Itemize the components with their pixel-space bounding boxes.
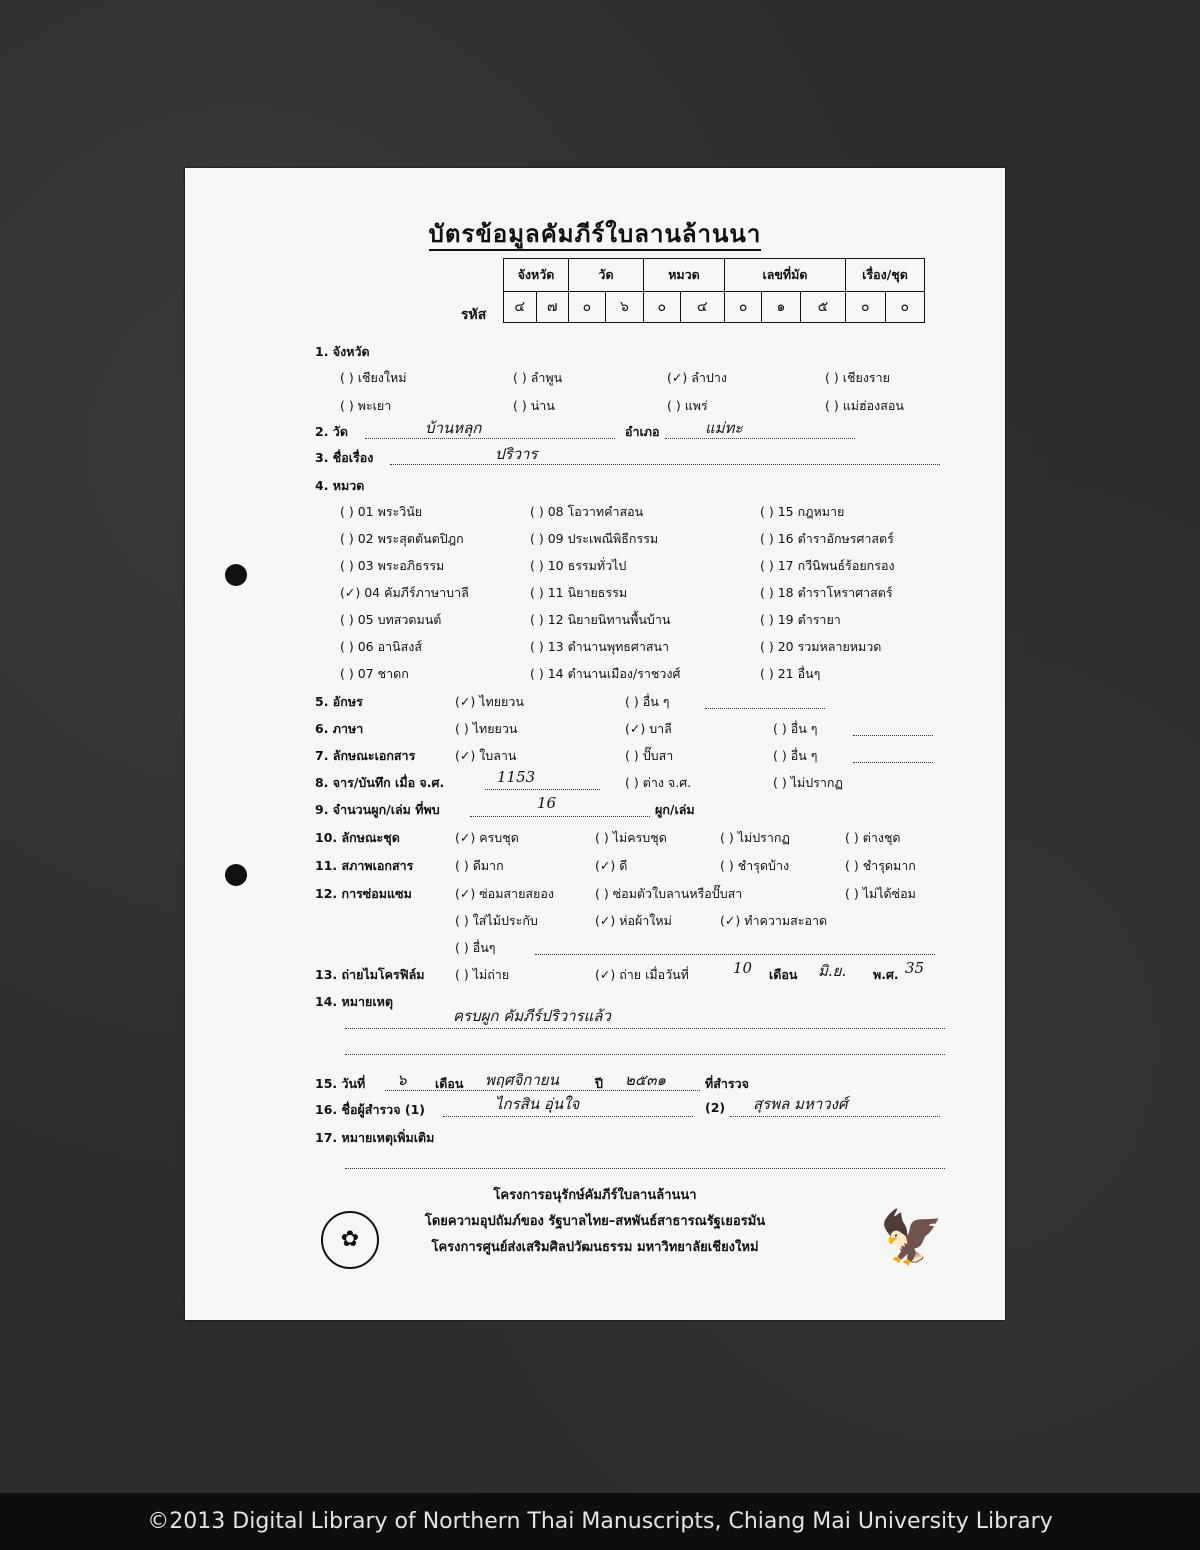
title-value[interactable]: ปริวาร xyxy=(495,445,538,463)
code-digit: ๔ xyxy=(504,292,537,323)
record-date-option[interactable]: ( ) ต่าง จ.ศ. xyxy=(625,775,692,790)
category-option[interactable]: ( ) 14 ตำนานเมือง/ราชวงศ์ xyxy=(530,666,681,681)
microfilm-year[interactable]: 35 xyxy=(905,959,925,977)
microfilm-option[interactable]: (✓) ถ่าย เมื่อวันที่ xyxy=(595,967,689,982)
notes-value[interactable]: ครบผูก คัมภีร์ปริวารแล้ว xyxy=(453,1007,611,1025)
notes-line xyxy=(345,1054,945,1055)
fill-line xyxy=(470,816,650,817)
language-option[interactable]: (✓) บาลี xyxy=(625,721,672,736)
code-digit: ๐ xyxy=(885,292,925,323)
surveyor-label: 16. ชื่อผู้สำรวจ (1) xyxy=(315,1102,425,1117)
university-seal-icon: ✿ xyxy=(321,1211,379,1269)
title-line xyxy=(390,464,940,465)
survey-suffix: ที่สำรวจ xyxy=(705,1076,749,1091)
language-label: 6. ภาษา xyxy=(315,721,364,736)
repair-option[interactable]: ( ) อื่นๆ xyxy=(455,940,496,955)
code-header: วัด xyxy=(569,259,644,292)
repair-option[interactable]: ( ) ซ่อมตัวใบลานหรือปั๊บสา xyxy=(595,886,743,901)
doc-type-label: 7. ลักษณะเอกสาร xyxy=(315,748,416,763)
script-option[interactable]: ( ) อื่น ๆ xyxy=(625,694,670,709)
province-option[interactable]: ( ) น่าน xyxy=(513,398,555,413)
code-header: หมวด xyxy=(644,259,725,292)
category-option[interactable]: ( ) 03 พระอภิธรรม xyxy=(340,558,445,573)
fill-line xyxy=(853,762,933,763)
code-header: จังหวัด xyxy=(504,259,569,292)
category-option[interactable]: ( ) 19 ตำรายา xyxy=(760,612,841,627)
code-digit: ๖ xyxy=(605,292,643,323)
script-label: 5. อักษร xyxy=(315,694,363,709)
language-option[interactable]: ( ) ไทยยวน xyxy=(455,721,518,736)
notes-line xyxy=(345,1028,945,1029)
province-option[interactable]: ( ) เชียงราย xyxy=(825,370,890,385)
category-option[interactable]: ( ) 05 บทสวดมนต์ xyxy=(340,612,442,627)
language-option[interactable]: ( ) อื่น ๆ xyxy=(773,721,818,736)
microfilm-day[interactable]: 10 xyxy=(733,959,753,977)
category-option[interactable]: ( ) 16 ตำราอักษรศาสตร์ xyxy=(760,531,894,546)
set-type-label: 10. ลักษณะชุด xyxy=(315,830,400,845)
category-option[interactable]: ( ) 20 รวมหลายหมวด xyxy=(760,639,882,654)
amphoe-label: อำเภอ xyxy=(625,424,660,439)
fill-line xyxy=(730,1116,940,1117)
repair-option[interactable]: ( ) ใส่ไม้ประกับ xyxy=(455,913,538,928)
repair-label: 12. การซ่อมแซม xyxy=(315,886,412,901)
condition-option[interactable]: ( ) ชำรุดมาก xyxy=(845,858,916,873)
category-option[interactable]: ( ) 17 กวีนิพนธ์ร้อยกรอง xyxy=(760,558,895,573)
record-year-value[interactable]: 1153 xyxy=(497,768,536,786)
credit-line: โดยความอุปถัมภ์ของ รัฐบาลไทย–สหพันธ์สาธารณรัฐเยอรมัน xyxy=(424,1214,766,1229)
microfilm-month[interactable]: มิ.ย. xyxy=(818,962,847,980)
doc-type-option[interactable]: ( ) อื่น ๆ xyxy=(773,748,818,763)
code-digit: ๗ xyxy=(536,292,568,323)
fill-line xyxy=(443,1116,693,1117)
fill-line xyxy=(385,1090,700,1091)
survey-month[interactable]: พฤศจิกายน xyxy=(485,1071,559,1089)
category-option[interactable]: ( ) 21 อื่นๆ xyxy=(760,666,821,681)
set-type-option[interactable]: (✓) ครบชุด xyxy=(455,830,519,845)
survey-day[interactable]: ๖ xyxy=(397,1071,407,1089)
credit-line: โครงการอนุรักษ์คัมภีร์ใบลานล้านนา xyxy=(493,1188,697,1203)
survey-year-label: ปี xyxy=(595,1076,603,1091)
repair-option[interactable]: (✓) ทำความสะอาด xyxy=(720,913,828,928)
category-option[interactable]: ( ) 15 กฎหมาย xyxy=(760,504,845,519)
code-header: เรื่อง/ชุด xyxy=(846,259,925,292)
code-digit: ๐ xyxy=(846,292,886,323)
fill-line xyxy=(485,789,600,790)
bundle-count-value[interactable]: 16 xyxy=(537,794,557,812)
script-option[interactable]: (✓) ไทยยวน xyxy=(455,694,524,709)
condition-option[interactable]: ( ) ชำรุดบ้าง xyxy=(720,858,790,873)
code-header: เลขที่มัด xyxy=(725,259,846,292)
category-option[interactable]: ( ) 10 ธรรมทั่วไป xyxy=(530,558,627,573)
code-digit: ๔ xyxy=(680,292,724,323)
temple-value[interactable]: บ้านหลุก xyxy=(425,419,482,437)
german-eagle-icon: 🦅 xyxy=(879,1208,944,1268)
title-label: 3. ชื่อเรื่อง xyxy=(315,450,374,465)
category-option[interactable]: ( ) 01 พระวินัย xyxy=(340,504,423,519)
fill-line xyxy=(853,735,933,736)
province-option[interactable]: ( ) ลำพูน xyxy=(513,370,563,385)
province-option[interactable]: ( ) พะเยา xyxy=(340,398,392,413)
code-digit: ๐ xyxy=(644,292,681,323)
credit-line: โครงการศูนย์ส่งเสริมศิลปวัฒนธรรม มหาวิทยาลัยเชียงใหม่ xyxy=(431,1240,759,1255)
extra-notes-line xyxy=(345,1168,945,1169)
code-label: รหัส xyxy=(461,307,487,323)
set-type-option[interactable]: ( ) ไม่ปรากฏ xyxy=(720,830,790,845)
category-option[interactable]: ( ) 13 ตำนานพุทธศาสนา xyxy=(530,639,670,654)
fill-line xyxy=(535,954,935,955)
surveyor-2[interactable]: สุรพล มหาวงศ์ xyxy=(753,1095,848,1113)
category-option[interactable]: ( ) 07 ชาดก xyxy=(340,666,409,681)
punch-hole xyxy=(225,564,247,586)
surveyor-1[interactable]: ไกรสิน อุ่นใจ xyxy=(495,1095,580,1113)
punch-hole xyxy=(225,864,247,886)
surveyor-2-label: (2) xyxy=(705,1100,726,1115)
microfilm-label: 13. ถ่ายไมโครฟิล์ม xyxy=(315,967,425,982)
amphoe-line xyxy=(665,438,855,439)
manuscript-data-card xyxy=(185,168,1005,1320)
notes-label: 14. หมายเหตุ xyxy=(315,994,393,1009)
record-date-label: 8. จาร/บันทึก เมื่อ จ.ศ. xyxy=(315,775,445,790)
repair-option[interactable]: (✓) ห่อผ้าใหม่ xyxy=(595,913,672,928)
category-option[interactable]: ( ) 12 นิยายนิทานพื้นบ้าน xyxy=(530,612,671,627)
form-title: บัตรข้อมูลคัมภีร์ใบลานล้านนา xyxy=(185,214,1005,253)
section-province-label: 1. จังหวัด xyxy=(315,344,370,359)
category-option[interactable]: (✓) 04 คัมภีร์ภาษาบาลี xyxy=(340,585,469,600)
category-option[interactable]: ( ) 11 นิยายธรรม xyxy=(530,585,628,600)
code-digit: ๐ xyxy=(725,292,762,323)
survey-date-label: 15. วันที่ xyxy=(315,1076,366,1091)
province-option[interactable]: (✓) ลำปาง xyxy=(667,370,727,385)
record-date-option[interactable]: ( ) ไม่ปรากฏ xyxy=(773,775,843,790)
code-digit: ๕ xyxy=(800,292,845,323)
category-option[interactable]: ( ) 18 ตำราโหราศาสตร์ xyxy=(760,585,893,600)
province-option[interactable]: ( ) แพร่ xyxy=(667,398,708,413)
code-digit: ๑ xyxy=(762,292,801,323)
condition-label: 11. สภาพเอกสาร xyxy=(315,858,414,873)
survey-month-label: เดือน xyxy=(435,1076,464,1091)
set-type-option[interactable]: ( ) ต่างชุด xyxy=(845,830,901,845)
repair-option[interactable]: (✓) ซ่อมสายสยอง xyxy=(455,886,554,901)
microfilm-year-label: พ.ศ. xyxy=(873,967,899,982)
extra-notes-label: 17. หมายเหตุเพิ่มเติม xyxy=(315,1130,435,1145)
code-digit: ๐ xyxy=(569,292,606,323)
condition-option[interactable]: ( ) ดีมาก xyxy=(455,858,504,873)
temple-label: 2. วัด xyxy=(315,424,348,439)
province-option[interactable]: ( ) แม่ฮ่องสอน xyxy=(825,398,904,413)
doc-type-option[interactable]: ( ) ปั๊บสา xyxy=(625,748,674,763)
amphoe-value[interactable]: แม่ทะ xyxy=(705,419,743,437)
fill-line xyxy=(705,708,825,709)
category-option[interactable]: ( ) 06 อานิสงส์ xyxy=(340,639,423,654)
category-option[interactable]: ( ) 09 ประเพณีพิธีกรรม xyxy=(530,531,659,546)
temple-line xyxy=(365,438,615,439)
set-type-option[interactable]: ( ) ไม่ครบชุด xyxy=(595,830,667,845)
category-label: 4. หมวด xyxy=(315,478,365,493)
repair-option[interactable]: ( ) ไม่ได้ซ่อม xyxy=(845,886,916,901)
condition-option[interactable]: (✓) ดี xyxy=(595,858,628,873)
survey-year[interactable]: ๒๕๓๑ xyxy=(625,1071,667,1089)
bundle-count-label: 9. จำนวนผูก/เล่ม ที่พบ xyxy=(315,802,440,817)
bundle-count-suffix: ผูก/เล่ม xyxy=(655,802,695,817)
copyright-footer: ©2013 Digital Library of Northern Thai Manuscripts, Chiang Mai University Library xyxy=(0,1493,1200,1550)
category-option[interactable]: ( ) 08 โอวาทคำสอน xyxy=(530,504,644,519)
code-table xyxy=(503,258,925,323)
microfilm-option[interactable]: ( ) ไม่ถ่าย xyxy=(455,967,510,982)
province-option[interactable]: ( ) เชียงใหม่ xyxy=(340,370,407,385)
doc-type-option[interactable]: (✓) ใบลาน xyxy=(455,748,517,763)
microfilm-month-label: เดือน xyxy=(769,967,798,982)
category-option[interactable]: ( ) 02 พระสุตตันตปิฎก xyxy=(340,531,464,546)
